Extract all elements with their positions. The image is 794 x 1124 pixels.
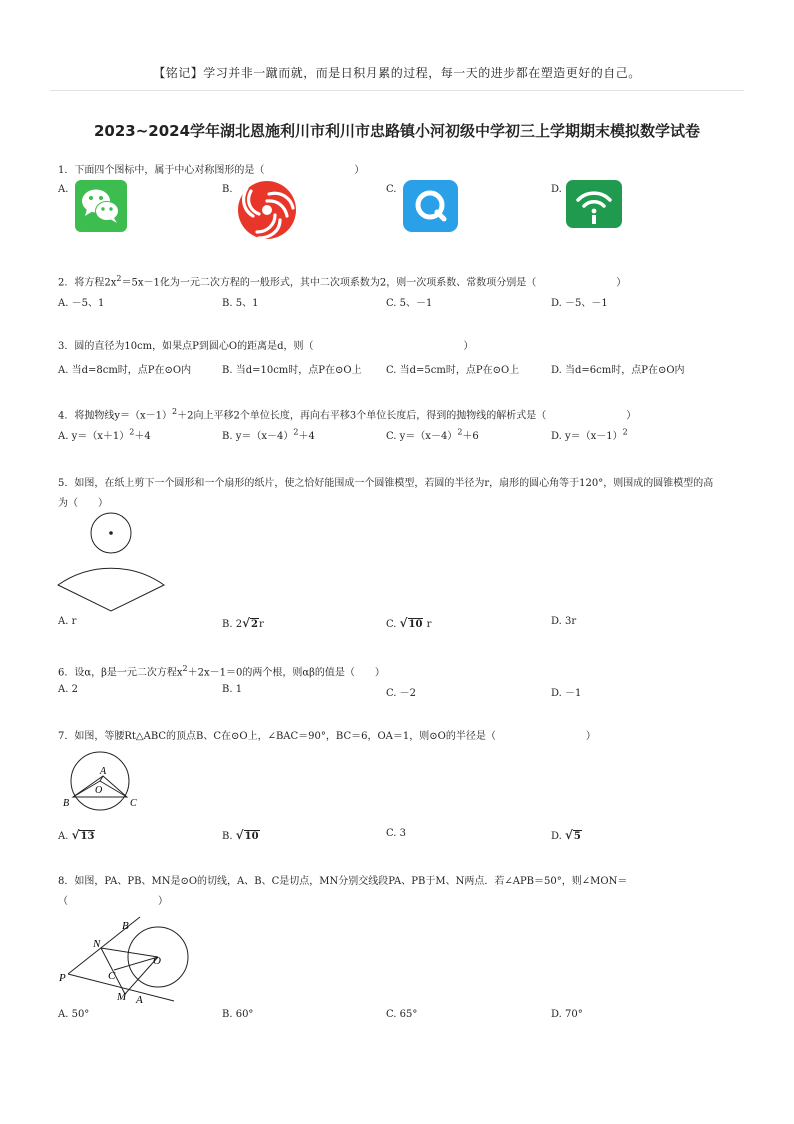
label-p: P	[59, 972, 66, 984]
label-b: B	[63, 798, 70, 809]
q6-option-a: A. 2	[58, 684, 78, 695]
q4-option-c-base: C. y＝（x－4）	[386, 431, 458, 442]
q5-option-a: A. r	[58, 616, 77, 627]
search-app-icon	[403, 180, 458, 232]
q4-option-a	[58, 427, 151, 442]
q1-option-b-label: B.	[222, 184, 233, 195]
q6-option-c: C. －2	[386, 688, 417, 699]
question-3-stem: 3．圆的直径为10cm，如果点P到圆心O的距离是d，则（ ）	[58, 341, 474, 352]
q4-stem-part2: ＋2向上平移2个单位长度，再向右平移3个单位长度后，得到的抛物线的解析式是（ ）	[177, 410, 637, 422]
question-1-stem: 1．下面四个图标中，属于中心对称图形的是（ ）	[58, 165, 365, 176]
q5-option-d: D. 3r	[551, 616, 577, 627]
label-n: N	[93, 938, 101, 950]
q1-option-a-label: A.	[58, 184, 69, 195]
question-8-stem-blank: （ ）	[58, 896, 168, 907]
q4-option-c	[386, 427, 479, 442]
q5-option-c	[386, 616, 431, 630]
q4-option-b-tail: ＋4	[298, 431, 315, 442]
sqrt-sign: √10	[399, 616, 423, 630]
q6-superscript: 2	[182, 664, 188, 673]
q1-option-c-label: C.	[386, 184, 397, 195]
q4-option-a-base: A. y＝（x＋1）	[58, 431, 130, 442]
q2-option-d: D. －5、－1	[551, 298, 608, 309]
q5-option-b-prefix: B. 2	[222, 619, 243, 630]
q7-option-b-radicand: 10	[244, 831, 259, 842]
q5-option-b-suffix: r	[258, 619, 264, 630]
q5-option-c-radicand: 10	[408, 619, 423, 630]
q7-option-c: C. 3	[386, 828, 407, 839]
q3-option-a: A. 当d=8cm时，点P在⊙O内	[58, 365, 192, 376]
sqrt-sign: √5	[565, 828, 581, 842]
q2-stem-part2: ＝5x－1化为一元二次方程的一般形式，其中二次项系数为2，则一次项系数、常数项分别是（ ）	[121, 277, 627, 289]
q4-option-d	[551, 427, 628, 442]
q4-option-b-sup: 2	[293, 427, 299, 437]
q5-option-c-suffix: r	[423, 619, 432, 630]
wechat-icon	[75, 180, 127, 232]
q4-option-d-sup: 2	[622, 427, 628, 437]
q2-option-c: C. 5、－1	[386, 298, 433, 309]
q8-option-a: A. 50°	[58, 1009, 90, 1020]
q7-option-b	[222, 828, 260, 842]
header-divider	[50, 90, 744, 91]
motto-banner: 【铭记】学习并非一蹴而就，而是日积月累的过程，每一天的进步都在塑造更好的自己。	[153, 66, 641, 80]
q3-option-d: D. 当d=6cm时，点P在⊙O内	[551, 365, 685, 376]
q4-option-d-base: D. y＝（x－1）	[551, 431, 623, 442]
q7-option-a	[58, 828, 95, 842]
q4-option-a-sup: 2	[129, 427, 135, 437]
question-4-stem	[58, 405, 636, 423]
sqrt-sign: √2	[242, 616, 258, 630]
q4-stem-part1: 4．将抛物线y＝（x－1）	[58, 410, 173, 422]
q7-option-d-radicand: 5	[573, 831, 581, 842]
q4-option-c-sup: 2	[457, 427, 463, 437]
cone-net-figure	[56, 512, 168, 614]
label-a: A	[100, 766, 107, 777]
label-o: O	[153, 955, 161, 967]
q3-option-b: B. 当d=10cm时，点P在⊙O上	[222, 365, 362, 376]
q6-stem-part1: 6．设α，β是一元二次方程x	[58, 667, 183, 679]
q6-option-d: D. －1	[551, 688, 582, 699]
q5-option-c-prefix: C.	[386, 619, 400, 630]
label-a: A	[136, 994, 143, 1006]
q3-option-c: C. 当d=5cm时，点P在⊙O上	[386, 365, 520, 376]
swirl-logo-icon	[237, 180, 297, 240]
q4-option-b-base: B. y＝（x－4）	[222, 431, 294, 442]
sqrt-sign: √13	[71, 828, 95, 842]
q1-option-d-label: D.	[551, 184, 562, 195]
tangent-circle-figure	[56, 912, 191, 1007]
question-6-stem	[58, 662, 385, 680]
page-title: 2023~2024学年湖北恩施利川市利川市忠路镇小河初级中学初三上学期期末模拟数学试卷	[93, 122, 701, 140]
q4-option-c-tail: ＋6	[462, 431, 479, 442]
q2-stem-part1: 2．将方程2x	[58, 277, 117, 289]
circle-triangle-figure	[60, 750, 144, 812]
label-o: O	[95, 785, 103, 796]
question-8-stem: 8．如图，PA、PB、MN是⊙O的切线，A、B、C是切点，MN分别交线段PA、PB于M、N两点．若∠APB＝50°，则∠MON＝	[58, 876, 628, 887]
q5-option-b	[222, 616, 264, 630]
q8-option-b: B. 60°	[222, 1009, 254, 1020]
q7-option-b-prefix: B.	[222, 831, 236, 842]
q6-option-b: B. 1	[222, 684, 243, 695]
q8-option-c: C. 65°	[386, 1009, 418, 1020]
q5-option-b-radicand: 2	[250, 619, 258, 630]
q4-option-b	[222, 427, 315, 442]
question-5-stem: 5．如图，在纸上剪下一个圆形和一个扇形的纸片，使之恰好能围成一个圆锥模型，若圆的半径为r，扇形的圆心角等于120°，则围成的圆锥模型的高为（ ）	[58, 478, 714, 509]
q2-option-b: B. 5、1	[222, 298, 259, 309]
q7-option-d	[551, 828, 582, 842]
question-7-stem: 7．如图，等腰Rt△ABC的顶点B、C在⊙O上，∠BAC＝90°，BC＝6，OA＝1，则⊙O的半径是（ ）	[58, 731, 596, 742]
q8-option-d: D. 70°	[551, 1009, 583, 1020]
wifi-app-icon	[566, 180, 622, 228]
label-b: B	[122, 920, 129, 932]
q2-superscript: 2	[116, 274, 122, 283]
question-2-stem	[58, 272, 626, 290]
q7-option-d-prefix: D.	[551, 831, 566, 842]
label-c: C	[108, 970, 116, 982]
q4-superscript: 2	[172, 407, 178, 416]
q2-option-a: A. －5、1	[58, 298, 105, 309]
sqrt-sign: √10	[235, 828, 259, 842]
label-c: C	[130, 798, 137, 809]
q7-option-a-radicand: 13	[80, 831, 95, 842]
q4-option-a-tail: ＋4	[134, 431, 151, 442]
q7-option-a-prefix: A.	[58, 831, 72, 842]
q6-stem-part2: ＋2x－1＝0的两个根，则αβ的值是（ ）	[187, 667, 385, 679]
label-m: M	[117, 991, 127, 1003]
